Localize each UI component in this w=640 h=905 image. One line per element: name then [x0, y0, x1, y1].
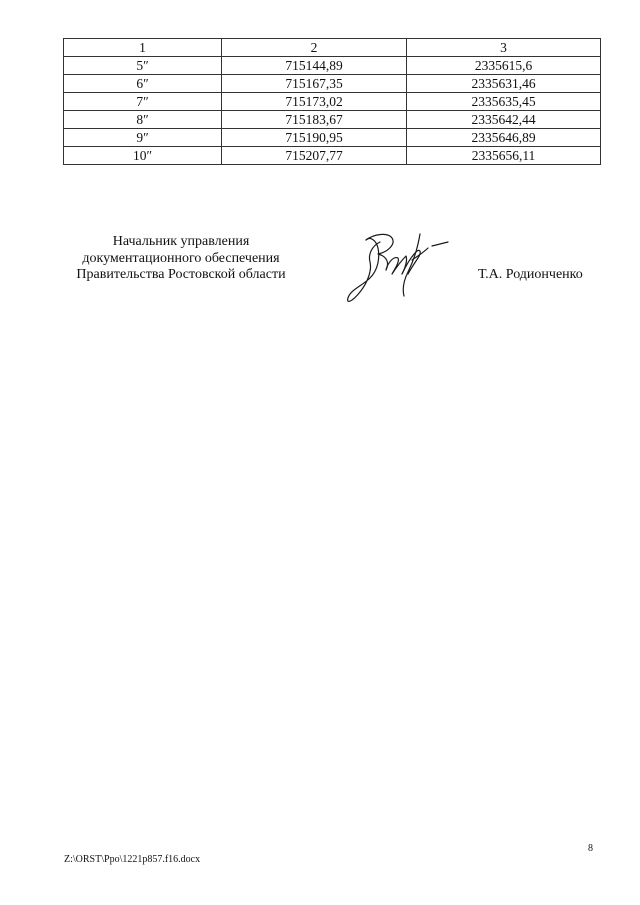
signatory-title-line: Начальник управления — [112, 234, 250, 249]
point-label: 9″ — [64, 129, 222, 147]
x-coordinate: 715190,95 — [222, 129, 407, 147]
y-coordinate: 2335656,11 — [407, 147, 601, 165]
table-row — [64, 93, 601, 111]
point-label: 6″ — [64, 75, 222, 93]
x-coordinate: 715207,77 — [222, 147, 407, 165]
x-coordinate: 715144,89 — [222, 57, 407, 75]
coordinates-table — [63, 38, 601, 165]
y-coordinate: 2335631,46 — [407, 75, 601, 93]
y-coordinate: 2335615,6 — [407, 57, 601, 75]
table-row — [64, 147, 601, 165]
table-row — [64, 111, 601, 129]
table-row — [64, 57, 601, 75]
x-coordinate: 715173,02 — [222, 93, 407, 111]
signatory-name: Т.А. Родионченко — [478, 267, 583, 282]
y-coordinate: 2335646,89 — [407, 129, 601, 147]
y-coordinate: 2335642,44 — [407, 111, 601, 129]
table-row — [64, 129, 601, 147]
x-coordinate: 715183,67 — [222, 111, 407, 129]
column-number-1: 1 — [64, 39, 222, 57]
point-label: 10″ — [64, 147, 222, 165]
file-path: Z:\ORST\Ppo\1221p857.f16.docx — [64, 854, 201, 865]
table-header-row — [64, 39, 601, 57]
signatory-title — [64, 234, 298, 284]
handwritten-signature — [336, 212, 456, 312]
page-number: 8 — [588, 843, 593, 854]
point-label: 5″ — [64, 57, 222, 75]
column-number-3: 3 — [407, 39, 601, 57]
point-label: 8″ — [64, 111, 222, 129]
table-row — [64, 75, 601, 93]
y-coordinate: 2335635,45 — [407, 93, 601, 111]
column-number-2: 2 — [222, 39, 407, 57]
signatory-title-line: документационного обеспечения — [82, 250, 280, 266]
signatory-title-line: Правительства Ростовской области — [76, 267, 286, 282]
x-coordinate: 715167,35 — [222, 75, 407, 93]
point-label: 7″ — [64, 93, 222, 111]
